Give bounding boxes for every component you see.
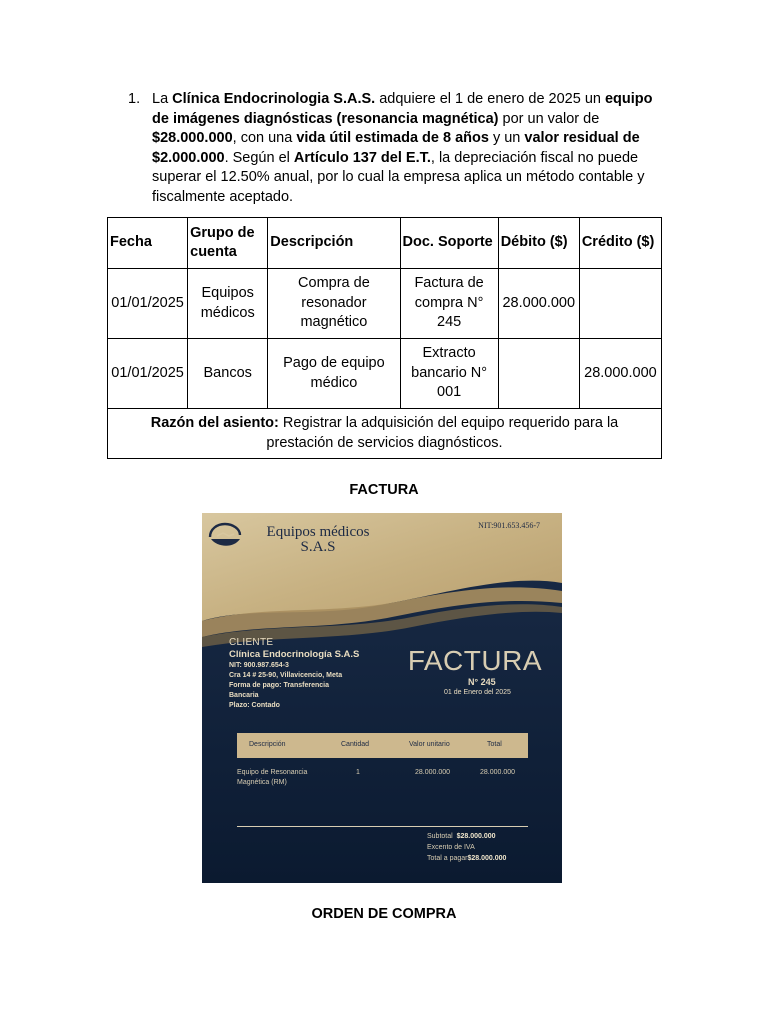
cell-debito: 28.000.000	[498, 269, 579, 339]
handshake-logo-icon	[207, 521, 243, 551]
invoice-divider	[237, 826, 528, 827]
text-run: , con una	[232, 130, 297, 146]
invoice-number: N° 245	[468, 677, 496, 687]
cell-credito: 28.000.000	[579, 339, 661, 409]
header-fecha: Fecha	[108, 218, 188, 269]
client-name: Clínica Endocrinología S.A.S	[229, 649, 360, 660]
text-run: . Según el	[224, 149, 294, 166]
cell-grupo: Equipos médicos	[188, 269, 268, 339]
cell-fecha: 01/01/2025	[108, 269, 188, 339]
reason-label: Razón del asiento:	[150, 415, 279, 431]
iva-note: Excento de IVA	[427, 844, 475, 851]
text-run: La	[152, 91, 173, 107]
total-value: $28.000.000	[467, 855, 507, 862]
cell-grupo: Bancos	[188, 339, 268, 409]
reason-cell	[108, 409, 662, 459]
subtotal-line	[427, 831, 506, 842]
total-line	[427, 853, 506, 864]
payment-form: Forma de pago: Transferencia Bancaria	[229, 682, 329, 699]
reason-row	[108, 409, 662, 459]
line-total: 28.000.000	[480, 769, 516, 776]
cell-debito	[498, 339, 579, 409]
header-doc-soporte: Doc. Soporte	[400, 218, 498, 269]
client-address: Cra 14 # 25-90, Villavicencio, Meta	[229, 672, 343, 679]
list-number: 1.	[128, 91, 141, 107]
journal-entry-table	[107, 217, 662, 459]
client-block	[229, 637, 409, 711]
col-cantidad: Cantidad	[341, 741, 370, 748]
bold-text-run: valor residual de $2.000.000	[152, 130, 640, 166]
cell-doc: Extracto bancario N° 001	[400, 339, 498, 409]
subtotal-label: Subtotal	[427, 833, 453, 840]
header-descripcion: Descripción	[268, 218, 400, 269]
text-run: adquiere el 1 de enero de 2025 un	[375, 91, 605, 107]
header-debito: Débito ($)	[498, 218, 579, 269]
invoice-brand	[248, 525, 388, 555]
col-descripcion: Descripción	[249, 741, 286, 748]
cell-credito	[579, 269, 661, 339]
cell-descripcion: Pago de equipo médico	[268, 339, 400, 409]
bold-text-run: vida útil estimada de 8 años	[296, 130, 489, 146]
invoice-image	[202, 513, 562, 883]
col-valor-unitario: Valor unitario	[409, 741, 450, 748]
table-row	[108, 269, 662, 339]
invoice-line-item	[237, 768, 528, 798]
bold-text-run: Artículo 137 del E.T.	[293, 149, 431, 166]
text-run: , la depreciación fiscal no puede superar el 12.50% anual, por lo cual la empresa aplica un método contable y fiscalmente aceptado.	[152, 149, 645, 205]
table-header-row	[108, 218, 662, 269]
brand-line-2: S.A.S	[300, 539, 336, 555]
client-label: CLIENTE	[229, 637, 274, 648]
line-quantity: 1	[356, 769, 360, 776]
exercise-text	[152, 90, 668, 207]
vendor-nit: NIT:901.653.456-7	[478, 521, 540, 530]
client-nit: NIT: 900.987.654-3	[229, 662, 289, 669]
col-total: Total	[487, 741, 502, 748]
table-row	[108, 339, 662, 409]
orden-compra-heading: ORDEN DE COMPRA	[311, 906, 457, 922]
bold-text-run: Clínica Endocrinologia S.A.S.	[172, 91, 376, 107]
brand-line-1: Equipos médicos	[266, 524, 370, 540]
text-run: por un valor de	[498, 110, 600, 127]
cell-doc: Factura de compra N° 245	[400, 269, 498, 339]
factura-heading: FACTURA	[349, 482, 419, 498]
cell-fecha: 01/01/2025	[108, 339, 188, 409]
line-description: Equipo de Resonancia Magnética (RM)	[237, 769, 308, 786]
cell-descripcion: Compra de resonador magnético	[268, 269, 400, 339]
line-unit-value: 28.000.000	[415, 769, 451, 776]
invoice-table-header	[237, 733, 528, 758]
payment-term: Plazo: Contado	[229, 702, 280, 709]
bold-text-run: $28.000.000	[152, 130, 233, 146]
bold-text-run: equipo de imágenes diagnósticas (resonancia magnética)	[152, 91, 653, 127]
exercise-item	[128, 90, 668, 207]
header-grupo: Grupo de cuenta	[188, 218, 268, 269]
text-run: y un	[488, 130, 525, 146]
invoice-totals	[427, 831, 506, 864]
total-label: Total a pagar	[427, 855, 468, 862]
invoice-title: FACTURA	[407, 645, 542, 676]
header-credito: Crédito ($)	[579, 218, 661, 269]
reason-text: Registrar la adquisición del equipo requerido para la prestación de servicios diagnósticos.	[266, 415, 619, 451]
subtotal-value: $28.000.000	[456, 833, 496, 840]
invoice-date: 01 de Enero del 2025	[444, 689, 511, 696]
